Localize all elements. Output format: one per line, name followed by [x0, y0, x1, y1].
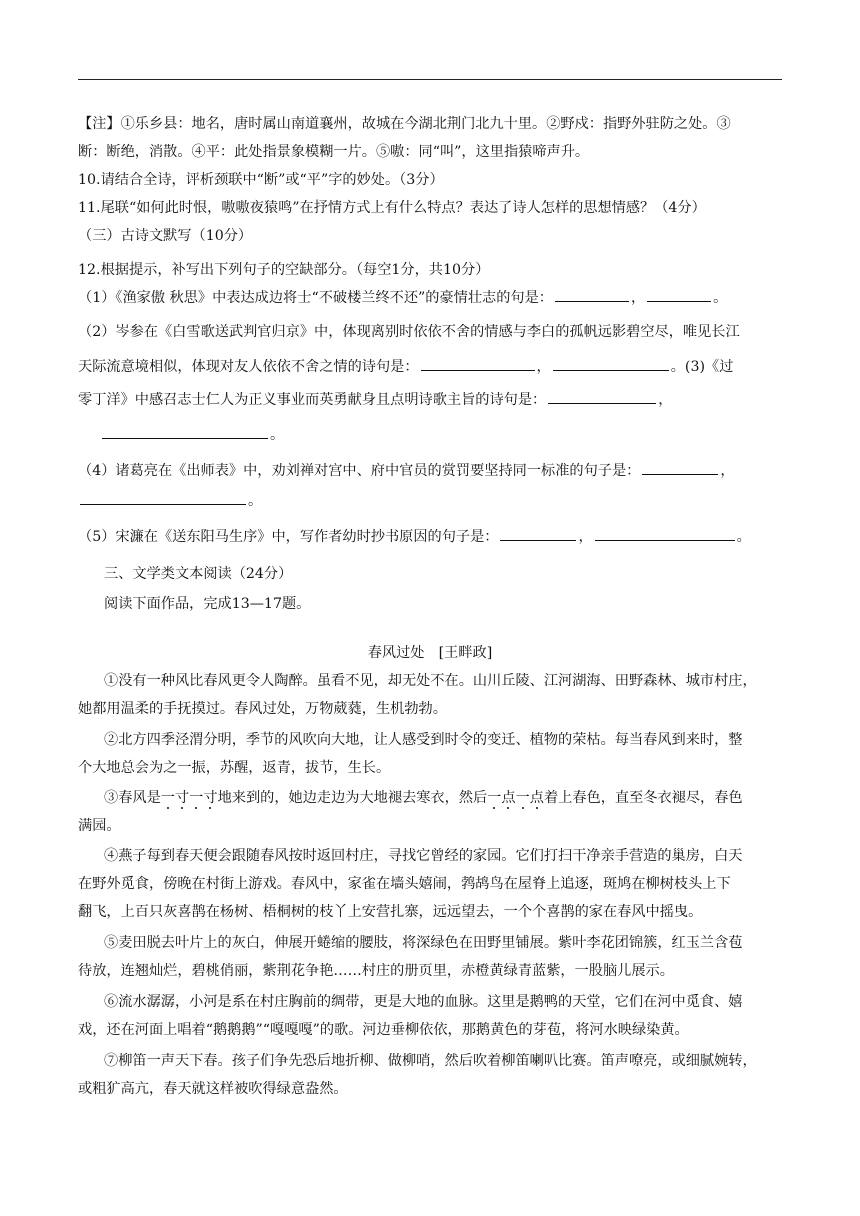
- emphasis-char: 寸: [174, 790, 190, 806]
- emphasis-dotted-2: [487, 790, 544, 806]
- paragraph-7-line-1: ⑦柳笛一声天下春。孩子们争先恐后地折柳、做柳哨，然后吹着柳笛喇叭比赛。笛声嘹亮，或细腻婉转，: [104, 1053, 757, 1069]
- note-line-2: 断：断绝，消散。④平：此处指景象模糊一片。⑤嗷：同“叫”，这里指猿啼声升。: [78, 144, 590, 160]
- paragraph-3-line-1: [104, 788, 814, 808]
- question-12-2-line-2: [78, 356, 788, 377]
- comma: ，: [720, 463, 735, 479]
- question-12-4-text: （4）诸葛亮在《出师表》中，劝刘禅对宫中、府中官员的赏罚要坚持同一标准的句子是：: [78, 463, 641, 479]
- question-12-3-text: 零丁洋》中感召志士仁人为正义事业而英勇献身且点明诗歌主旨的诗句是：: [78, 392, 547, 408]
- paragraph-6-line-1: ⑥流水潺潺，小河是系在村庄胸前的绸带，更是大地的血脉。这里是鹅鸭的天堂，它们在河中觅食、嬉: [104, 994, 743, 1010]
- paragraph-6-line-2: 戏，还在河面上唱着“鹅鹅鹅”“嘎嘎嘎”的歌。河边垂柳依依，那鹅黄色的芽苞，将河水映绿染黄。: [78, 1022, 689, 1038]
- answer-blank[interactable]: [102, 424, 268, 439]
- paragraph-3-text: 着上春色，直至冬衣褪尽，春色: [543, 790, 743, 806]
- answer-blank[interactable]: [80, 490, 246, 505]
- question-12-4-line: [78, 460, 788, 481]
- answer-blank[interactable]: [500, 526, 576, 541]
- question-10: 10.请结合全诗，评析颈联中“断”或“平”字的妙处。（3分）: [78, 172, 444, 188]
- question-12-3-lead: 。(3)《过: [670, 359, 734, 375]
- paragraph-1-line-1: ①没有一种风比春风更令人陶醉。虽看不见，却无处不在。山川丘陵、江河湖海、田野森林、城市村庄，: [104, 673, 757, 689]
- comma: ，: [630, 290, 646, 306]
- paragraph-4-line-3: 翻飞，上百只灰喜鹊在杨树、梧桐树的枝丫上安营扎寨，远远望去，一个个喜鹊的家在春风中摇曳。: [78, 904, 703, 920]
- emphasis-char: 一: [160, 790, 175, 806]
- paragraph-1-line-2: 她都用温柔的手抚摸过。春风过处，万物葳蕤，生机勃勃。: [78, 701, 447, 717]
- answer-blank[interactable]: [421, 356, 535, 371]
- comma: ，: [578, 529, 593, 545]
- emphasis-char: 一: [487, 790, 502, 806]
- section-heading-recitation: （三）古诗文默写（10分）: [78, 228, 253, 244]
- part-3-instruction: 阅读下面作品，完成13—17题。: [104, 596, 311, 612]
- header-rule: [78, 79, 782, 80]
- period: 。: [713, 290, 728, 306]
- question-12-3-line-2: [100, 424, 810, 445]
- paragraph-4-line-2: 在野外觅食，傍晚在村街上游戏。春风中，家雀在墙头嬉闹，鹁鸪鸟在屋脊上追逐，斑鸠在柳树枝头上下: [78, 876, 731, 892]
- paragraph-3-line-2: 满园。: [78, 818, 121, 834]
- answer-blank[interactable]: [647, 287, 711, 302]
- paragraph-5-line-2: 待放，连翘灿烂，碧桃俏丽，紫荆花争艳……村庄的册页里，赤橙黄绿青蓝紫，一股脑儿展示。: [78, 963, 674, 979]
- question-12: 12.根据提示，补写出下列句子的空缺部分。（每空1分，共10分）: [78, 262, 490, 278]
- part-3-heading: 三、文学类文本阅读（24分）: [104, 566, 293, 582]
- answer-blank[interactable]: [595, 526, 735, 541]
- emphasis-char: 一: [189, 790, 204, 806]
- paragraph-5-line-1: ⑤麦田脱去叶片上的灰白，伸展开蜷缩的腰肢，将深绿色在田野里铺展。紫叶李花团锦簇，红玉兰含苞: [104, 935, 743, 951]
- paragraph-3-text: ③春风是: [104, 790, 161, 806]
- answer-blank[interactable]: [555, 287, 629, 302]
- question-12-1: [78, 287, 788, 308]
- question-12-5-line: [78, 526, 788, 547]
- paragraph-7-line-2: 或粗犷高亢，春天就这样被吹得绿意盎然。: [78, 1081, 348, 1097]
- paragraph-2-line-2: 个大地总会为之一振，苏醒，返青，拔节，生长。: [78, 760, 391, 776]
- question-12-5-text: （5）宋濂在《送东阳马生序》中，写作者幼时抄书原因的句子是：: [78, 529, 499, 545]
- emphasis-char: 寸: [203, 790, 218, 806]
- comma: ，: [658, 392, 673, 408]
- comma: ，: [536, 359, 551, 375]
- emphasis-dotted-1: [161, 790, 218, 806]
- question-12-4-line-2: [78, 490, 788, 511]
- period: 。: [736, 529, 751, 545]
- note-line-1: 【注】①乐乡县：地名，唐时属山南道襄州，故城在今湖北荆门北九十里。②野戍：指野外驻防之处。③: [78, 116, 731, 132]
- question-12-3-line: [78, 389, 788, 410]
- paragraph-3-text: 地来到的，她边走边为大地褪去寒衣，然后: [217, 790, 488, 806]
- answer-blank[interactable]: [642, 460, 718, 475]
- question-12-2-text: 天际流意境相似，体现对友人依依不舍之情的诗句是：: [78, 359, 419, 375]
- paragraph-4-line-1: ④燕子每到春天便会跟随春风按时返回村庄，寻找它曾经的家园。它们打扫干净亲手营造的巢房，白天: [104, 848, 743, 864]
- emphasis-char: 点: [501, 790, 516, 806]
- period: 。: [248, 493, 263, 509]
- question-12-2-line-1: （2）岑参在《白雪歌送武判官归京》中，体现离别时依依不舍的情感与李白的孤帆远影碧空尽，唯见长江: [78, 324, 740, 340]
- article-title: 春风过处 [王畔政]: [367, 645, 493, 661]
- emphasis-char: 一: [515, 790, 530, 806]
- question-12-1-text: （1）《渔家傲 秋思》中表达成边将士“不破楼兰终不还”的豪情壮志的句是：: [78, 290, 553, 306]
- period: 。: [270, 427, 285, 443]
- paragraph-2-line-1: ②北方四季泾渭分明，季节的风吹向大地，让人感受到时令的变迁、植物的荣枯。每当春风到来时，整: [104, 732, 743, 748]
- answer-blank[interactable]: [548, 389, 656, 404]
- answer-blank[interactable]: [553, 356, 669, 371]
- emphasis-char: 点: [529, 790, 544, 806]
- question-11: 11.尾联“如何此时恨，嗷嗷夜猿鸣”在抒情方式上有什么特点？表达了诗人怎样的思想情感？（4分）: [78, 200, 706, 216]
